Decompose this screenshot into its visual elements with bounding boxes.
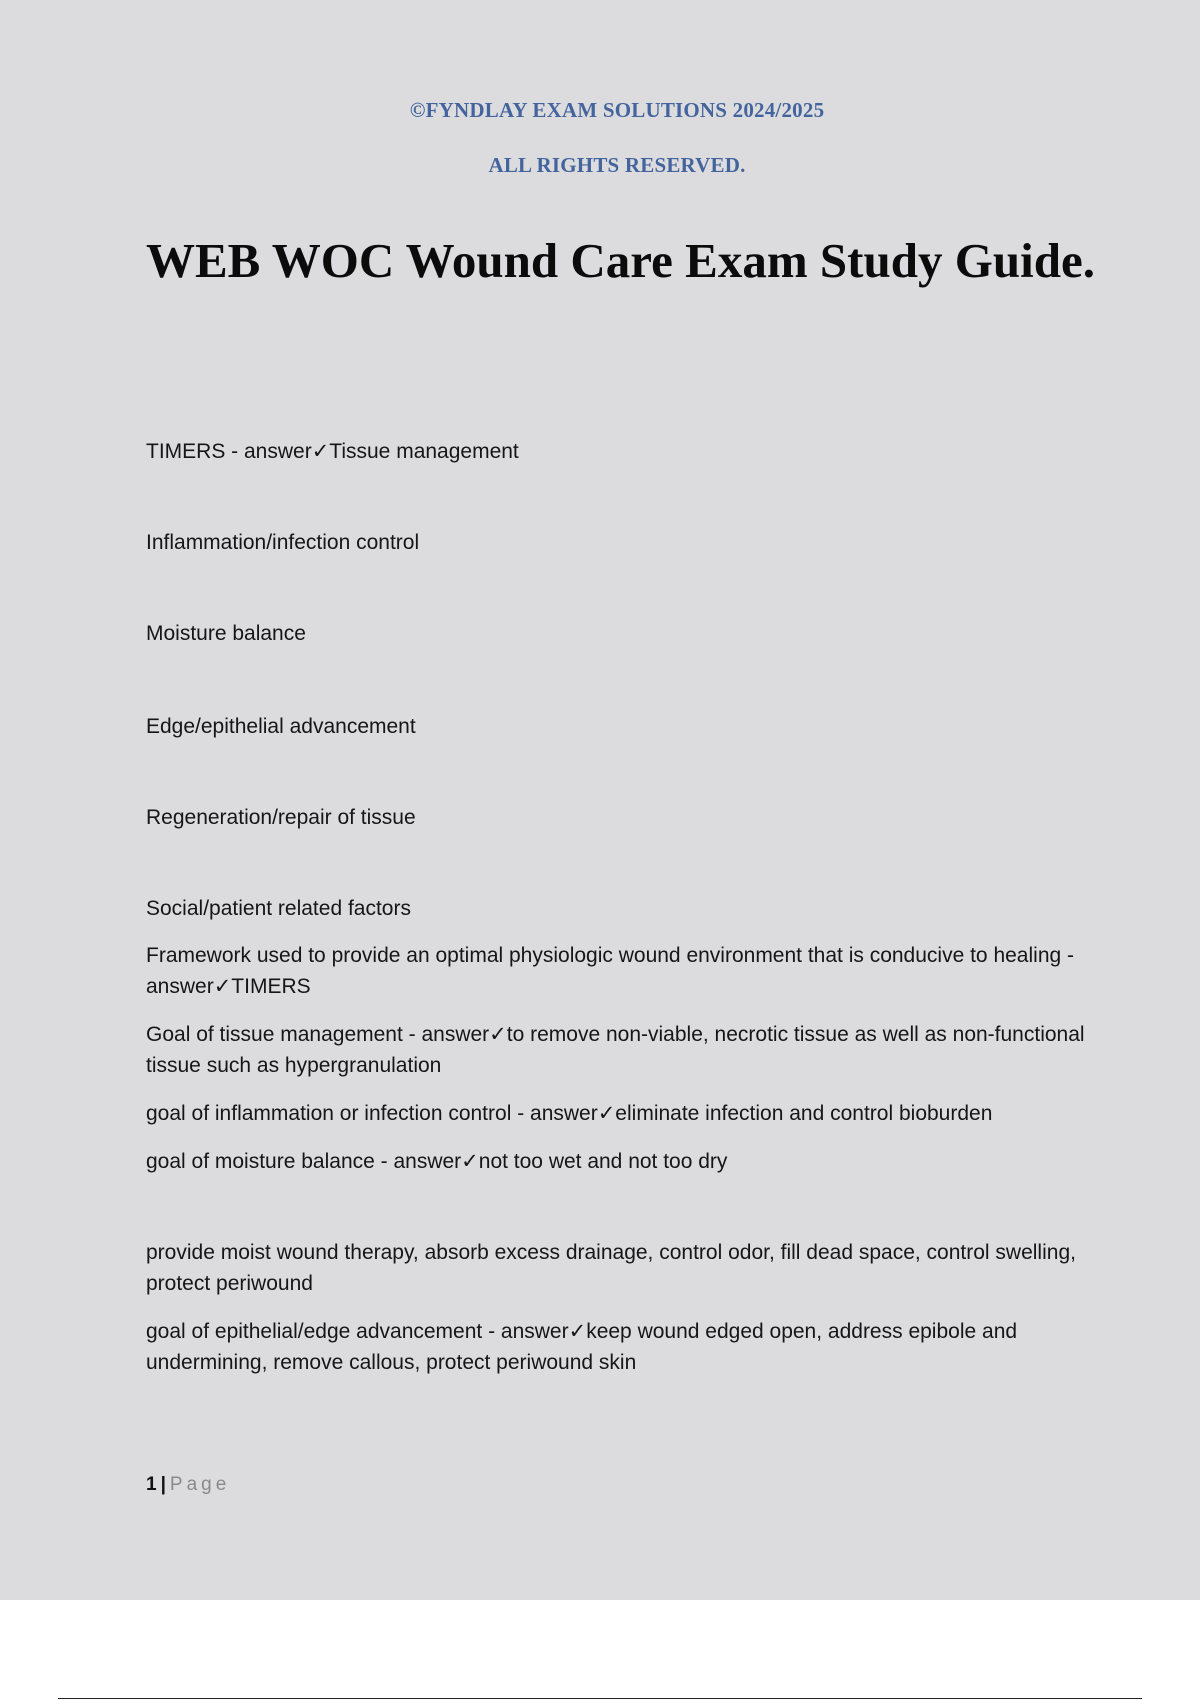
footer-separator: | [160, 1474, 166, 1495]
rights-header: ALL RIGHTS RESERVED. [488, 153, 746, 177]
paragraph-infection-goal: goal of inflammation or infection control - answer✓eliminate infection and control bioburden [146, 1102, 993, 1125]
paragraph-timers: TIMERS - answer✓Tissue management [146, 440, 519, 463]
page-footer [146, 1474, 230, 1496]
paragraph-framework: Framework used to provide an optimal physiologic wound environment that is conducive to healing - answer✓TIMERS [146, 944, 1074, 998]
bottom-divider [58, 1698, 1142, 1699]
paragraph-moisture-goal: goal of moisture balance - answer✓not too wet and not too dry [146, 1150, 728, 1173]
paragraph-social: Social/patient related factors [146, 897, 411, 920]
paragraph-edge-goal: goal of epithelial/edge advancement - answer✓keep wound edged open, address epibole and undermining, remove callous, protect periwound skin [146, 1320, 1018, 1374]
paragraph-moist-therapy: provide moist wound therapy, absorb excess drainage, control odor, fill dead space, control swelling, protect periwound [146, 1241, 1076, 1295]
copyright-header: ©FYNDLAY EXAM SOLUTIONS 2024/2025 [409, 98, 825, 122]
paragraph-moisture: Moisture balance [146, 622, 306, 645]
paragraph-regeneration: Regeneration/repair of tissue [146, 806, 416, 829]
paragraph-tissue-goal: Goal of tissue management - answer✓to remove non-viable, necrotic tissue as well as non-functional tissue such as hypergranulation [146, 1023, 1085, 1077]
paragraph-inflammation: Inflammation/infection control [146, 531, 420, 554]
page-label: Page [169, 1474, 231, 1495]
document-title: WEB WOC Wound Care Exam Study Guide. [146, 233, 1095, 288]
paragraph-edge: Edge/epithelial advancement [146, 715, 416, 738]
page-number: 1 [146, 1474, 157, 1495]
